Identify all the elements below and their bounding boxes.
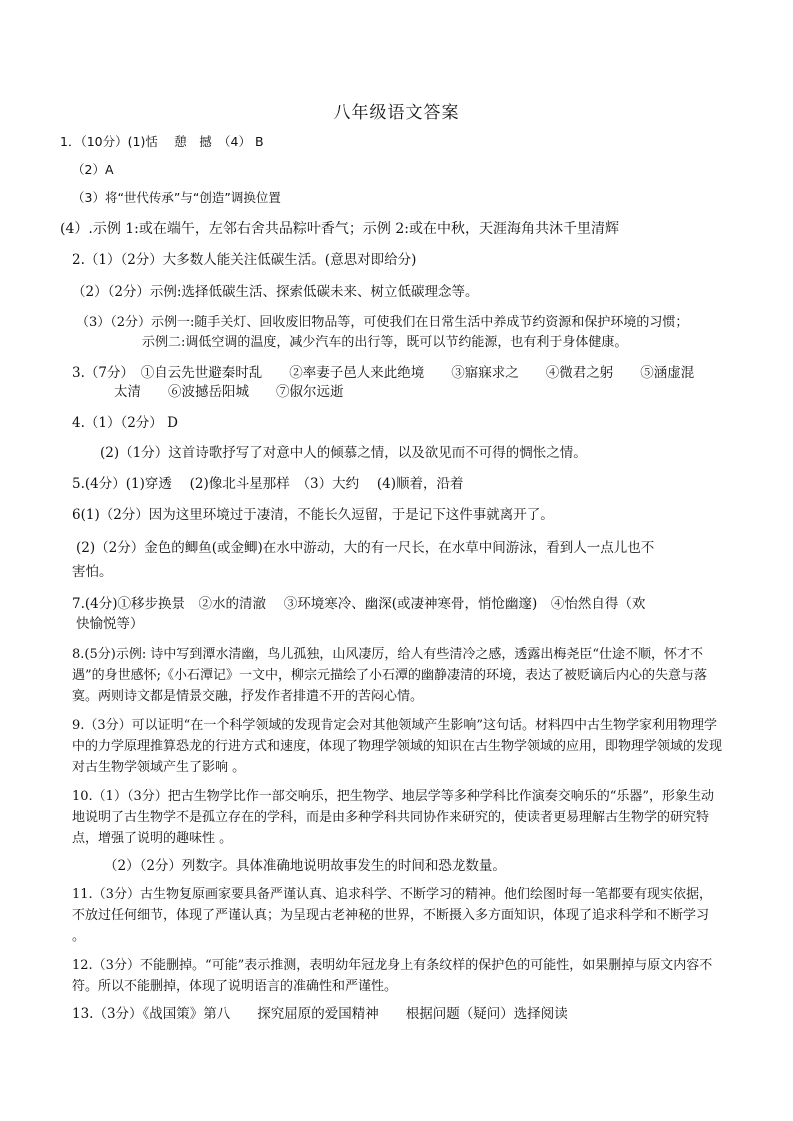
q5-line-1: 5.(4分）(1)穿透 (2)像北斗星那样 （3）大约 (4)顺着，沿着 bbox=[72, 476, 464, 492]
page-title: 八年级语文答案 bbox=[333, 103, 460, 123]
q10-line-2: （2）（2分）列数字。具体准确地说明故事发生的时间和恐龙数量。 bbox=[104, 858, 506, 874]
q7-line-2: 快愉悦等） bbox=[76, 616, 144, 632]
q6-line-2: (2)（2分）金色的鲫鱼(或金鲫)在水中游动，大的有一尺长，在水草中间游泳，看到人一点儿也不 bbox=[76, 540, 655, 556]
q4-line-2: (2)（1分）这首诗歌抒写了对意中人的倾慕之情，以及欲见而不可得的惆怅之情。 bbox=[100, 445, 587, 461]
q2-line-2: （2）（2分）示例:选择低碳生活、探索低碳未来、树立低碳理念等。 bbox=[72, 284, 479, 300]
q1-line-3: （3）将“世代传承”与“创造”调换位置 bbox=[72, 190, 281, 205]
q8-paragraph: 8.(5分)示例: 诗中写到潭水清幽，鸟儿孤独，山风凄厉，给人有些清冷之感，透露出梅尧臣“仕途不顺，怀才不遇”的身世感怀;《小石潭记》一文中，柳宗元描绘了小石潭的幽静凄清的环境，表达了被贬谪后内心的失意与落寞。两则诗文都是情景交融，抒发作者排遣不开的苦闷心情。 bbox=[72, 647, 708, 704]
q6-line-1: 6(1)（2分）因为这里环境过于凄清，不能长久逗留，于是记下这件事就离开了。 bbox=[72, 507, 554, 523]
q4-line-1: 4.（1）（2分） D bbox=[72, 415, 178, 431]
q1-line-2: （2）A bbox=[72, 162, 114, 177]
q3-line-2: 太清 ⑥波撼岳阳城 ⑦俶尔远逝 bbox=[114, 384, 344, 400]
q10-paragraph: 10.（1）（3分）把古生物学比作一部交响乐，把生物学、地层学等多种学科比作演奏交响乐的“乐器”，形象生动地说明了古生物学不是孤立存在的学科，而是由多种学科共同协作来研究的，使读者更易理解古生物学的研究特点，增强了说明的趣味性 。 bbox=[72, 789, 715, 846]
q7-line-1: 7.(4分)①移步换景 ②水的清澈 ③环境寒冷、幽深(或凄神寒骨，悄怆幽邃) ④怡然自得（欢 bbox=[72, 596, 646, 612]
q11-paragraph: 11.（3分）古生物复原画家要具备严谨认真、追求科学、不断学习的精神。他们绘图时每一笔都要有现实依据，不放过任何细节，体现了严谨认真；为呈现古老神秘的世界，不断摄入多方面知识，体现了追求科学和不断学习 。 bbox=[72, 887, 712, 944]
q1-line-1: 1．（10分）(1)恬 憩 撼 （4） B bbox=[60, 134, 264, 149]
q2-line-1: 2.（1）（2分）大多数人能关注低碳生活。(意思对即给分) bbox=[72, 252, 417, 268]
q2-line-3: （3）（2分）示例一:随手关灯、回收废旧物品等，可使我们在日常生活中养成节约资源和保护环境的习惯； bbox=[76, 315, 689, 330]
q2-line-4: 示例二:调低空调的温度，减少汽车的出行等，既可以节约能源，也有利于身体健康。 bbox=[142, 335, 628, 350]
q12-paragraph: 12.（3分）不能删掉。“可能”表示推测，表明幼年冠龙身上有条纹样的保护色的可能性，如果删掉与原文内容不符。所以不能删掉，体现了说明语言的准确性和严谨性。 bbox=[72, 958, 713, 994]
q6-line-3: 害怕。 bbox=[72, 564, 113, 580]
q1-line-4: (4）.示例 1:或在端午，左邻右舍共品粽叶香气；示例 2:或在中秋，天涯海角共沐千里清辉 bbox=[60, 221, 619, 237]
q9-paragraph: 9.（3分）可以证明“在一个科学领域的发现肯定会对其他领域产生影响”这句话。材料四中古生物学家利用物理学中的力学原理推算恐龙的行进方式和速度，体现了物理学领域的知识在古生物学领域的应用，即物理学领域的发现对古生物学领域产生了影响 。 bbox=[72, 718, 723, 775]
q13-line-1: 13.（3分）《战国策》第八 探究屈原的爱国精神 根据问题（疑问）选择阅读 bbox=[72, 1006, 568, 1022]
q3-line-1: 3.（7分） ①自云先世避秦时乱 ②率妻子邑人来此绝境 ③寤寐求之 ④微君之躬 ⑤涵虚混 bbox=[72, 365, 695, 381]
